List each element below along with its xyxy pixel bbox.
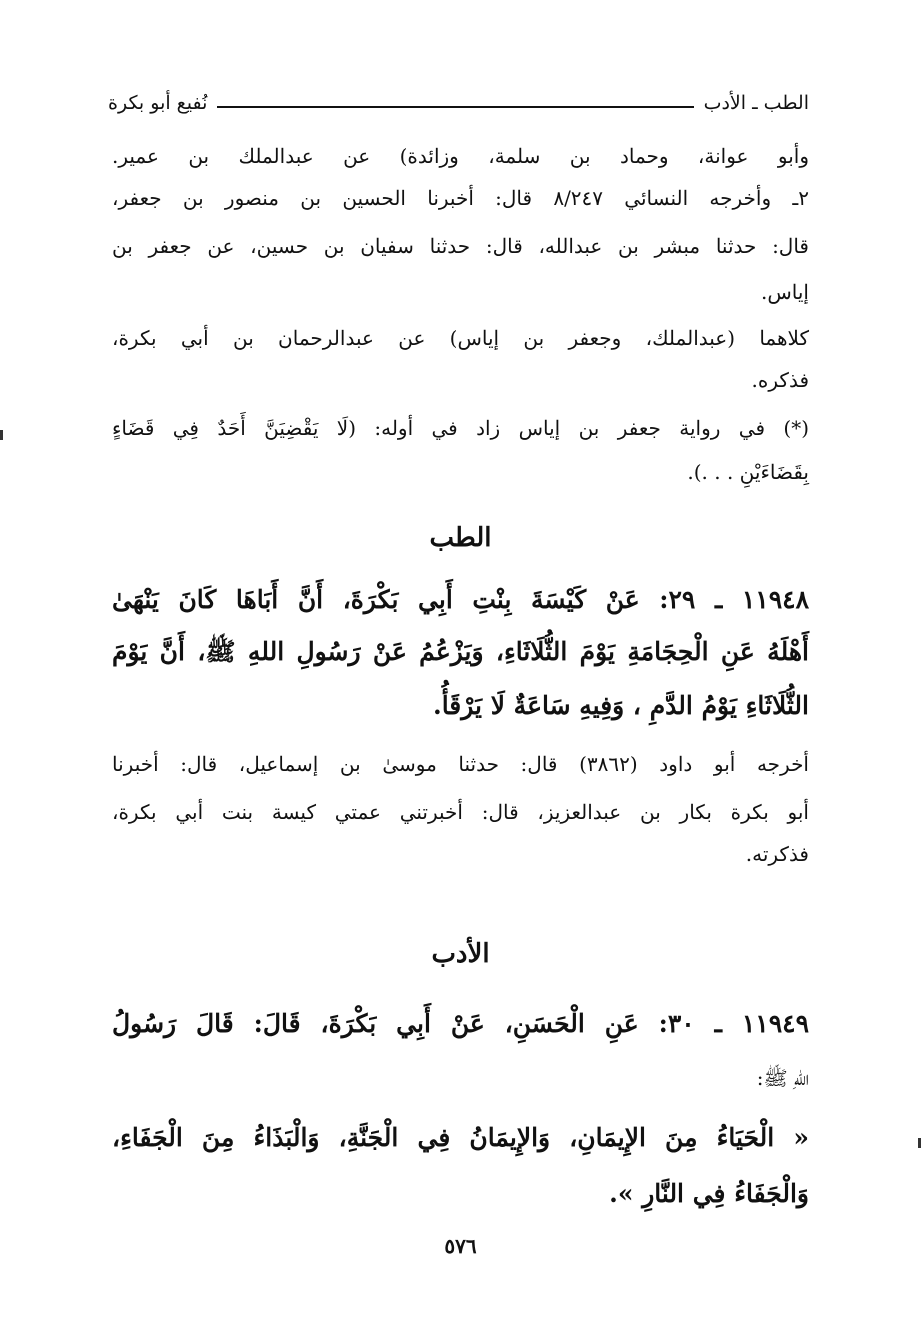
section-heading-medicine: الطب	[429, 523, 492, 553]
text-line: ٢ـ وأخرجه النسائي ٨/٢٤٧ قال: أخبرنا الحسين بن منصور بن جعفر،	[112, 186, 809, 210]
running-head	[108, 88, 809, 118]
hadith-line: ١١٩٤٩ ـ ٣٠: عَنِ الْحَسَنِ، عَنْ أَبِي بَكْرَةَ، قَالَ: قَالَ رَسُولُ	[112, 1009, 809, 1038]
text-line: قال: حدثنا مبشر بن عبدالله، قال: حدثنا سفيان بن حسين، عن جعفر بن	[112, 234, 809, 258]
hadith-line: ١١٩٤٨ ـ ٢٩: عَنْ كَيْسَةَ بِنْتِ أَبِي بَكْرَةَ، أَنَّ أَبَاهَا كَانَ يَنْهَىٰ	[112, 585, 809, 614]
running-head-rule	[217, 106, 693, 108]
footnote-line: بِقَضَاءَيْنِ . . .).	[687, 460, 809, 484]
text-line: إياس.	[761, 280, 809, 304]
hadith-line: اللهِ ﷺ:	[756, 1066, 809, 1090]
page-number: ٥٧٦	[444, 1234, 477, 1258]
edge-mark	[0, 430, 3, 440]
hadith-line: أَهْلَهُ عَنِ الْحِجَامَةِ يَوْمَ الثُّلَاثَاءِ، وَيَزْعُمُ عَنْ رَسُولِ اللهِ ﷺ، أَنَّ يَوْمَ	[112, 637, 809, 666]
footnote-line: (*) في رواية جعفر بن إياس زاد في أوله: (لَا يَقْضِيَنَّ أَحَدٌ فِي قَضَاءٍ	[112, 416, 809, 440]
text-line: فذكره.	[751, 368, 809, 392]
running-head-narrator-name: نُفيع أبو بكرة	[108, 92, 208, 114]
section-heading-manners: الأدب	[431, 939, 490, 969]
takhrij-line: أبو بكرة بكار بن عبدالعزيز، قال: أخبرتني عمتي كيسة بنت أبي بكرة،	[112, 800, 809, 824]
text-line: وأبو عوانة، وحماد بن سلمة، وزائدة) عن عبدالملك بن عمير.	[112, 144, 809, 168]
hadith-line: « الْحَيَاءُ مِنَ الإِيمَانِ، وَالإِيمَانُ فِي الْجَنَّةِ، وَالْبَذَاءُ مِنَ الْجَفَاءِ،	[112, 1123, 809, 1152]
running-head-section-title: الطب ـ الأدب	[703, 92, 809, 114]
takhrij-line: أخرجه أبو داود (٣٨٦٢) قال: حدثنا موسىٰ بن إسماعيل، قال: أخبرنا	[112, 752, 809, 776]
hadith-line: الثُّلَاثَاءِ يَوْمُ الدَّمِ ، وَفِيهِ سَاعَةٌ لَا يَرْقَأُ.	[432, 691, 809, 720]
text-line: كلاهما (عبدالملك، وجعفر بن إياس) عن عبدالرحمان بن أبي بكرة،	[112, 326, 809, 350]
takhrij-line: فذكرته.	[745, 842, 809, 866]
hadith-line: وَالْجَفَاءُ فِي النَّارِ ».	[609, 1179, 809, 1208]
